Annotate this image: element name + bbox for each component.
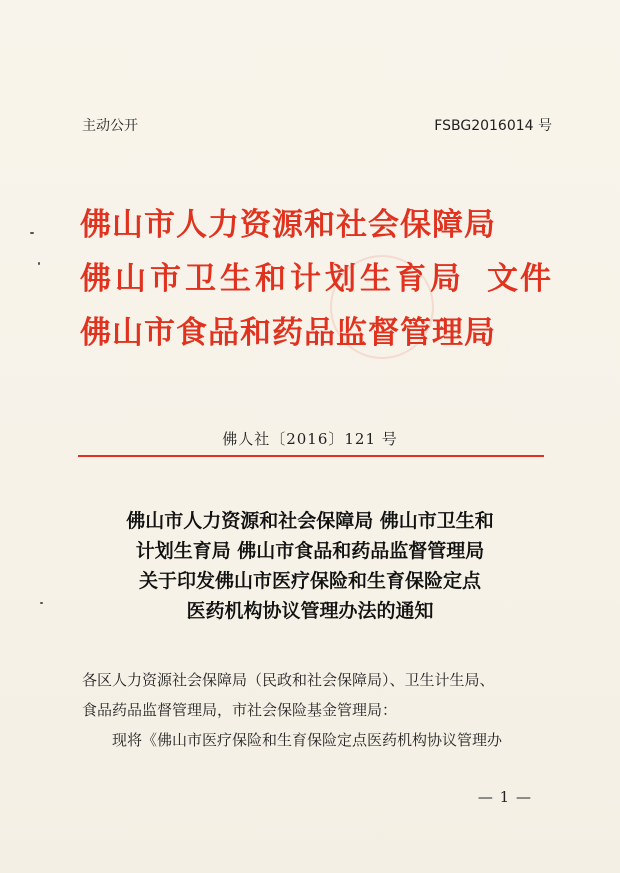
title-line-1: 佛山市人力资源和社会保障局 佛山市卫生和 [126, 510, 494, 532]
title-line-2: 计划生育局 佛山市食品和药品监督管理局 [135, 540, 485, 562]
page-number: — 1 — [477, 788, 532, 806]
issuer-hr-bureau: 佛山市人力资源和社会保障局 [80, 207, 496, 243]
title-line-3: 关于印发佛山市医疗保险和生育保险定点 [138, 570, 481, 592]
document-serial: 佛人社〔2016〕121 号 [222, 430, 398, 448]
addressees-line-1: 各区人力资源社会保障局（民政和社会保障局）、卫生计生局、 [82, 671, 495, 689]
addressees-line-2: 食品药品监督管理局，市社会保险基金管理局： [82, 701, 398, 719]
issuing-authorities [80, 198, 550, 360]
scan-speck [38, 262, 40, 265]
title-line-4: 医药机构协议管理办法的通知 [186, 600, 434, 622]
document-number: FSBG2016014 号 [434, 118, 552, 134]
disclosure-label: 主动公开 [82, 118, 138, 134]
notice-body [82, 665, 552, 755]
issuer-food-drug-bureau: 佛山市食品和药品监督管理局 [80, 315, 496, 351]
scan-speck [30, 232, 34, 234]
scan-speck [40, 602, 43, 604]
document-suffix: 文件 [487, 261, 553, 297]
body-paragraph-start: 现将《佛山市医疗保险和生育保险定点医药机构协议管理办 [112, 731, 503, 749]
red-divider [78, 455, 544, 457]
issuer-health-bureau: 佛山市卫生和计划生育局 [80, 261, 465, 297]
notice-title [60, 506, 560, 626]
